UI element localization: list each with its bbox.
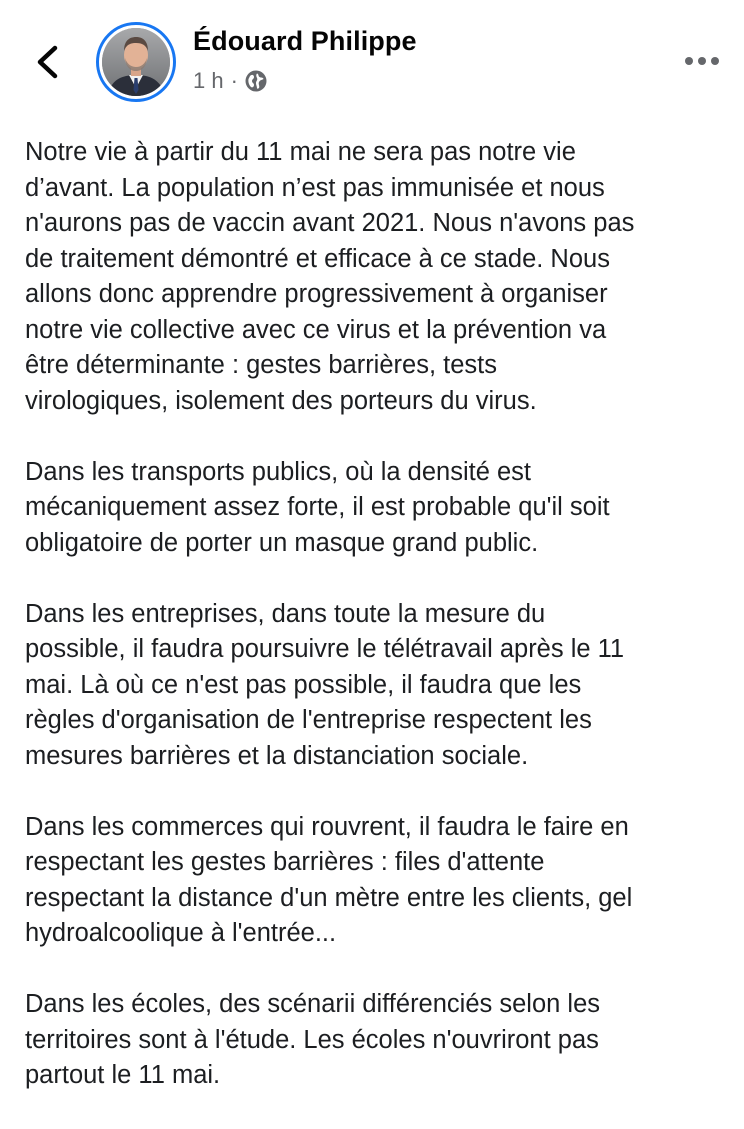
globe-icon[interactable] — [244, 69, 268, 93]
post-timestamp[interactable]: 1 h — [193, 68, 224, 93]
avatar-photo — [102, 28, 170, 96]
post-paragraph — [25, 455, 725, 562]
meta-separator: · — [230, 68, 238, 93]
post-paragraph — [25, 135, 725, 419]
post-text — [25, 135, 725, 1129]
post-text-line: partout le 11 mai. — [25, 1061, 221, 1089]
post-meta — [193, 66, 268, 96]
post-text-line: mécaniquement assez forte, il est probable qu'il soit — [25, 493, 610, 521]
post-text-line: être déterminante : gestes barrières, tests — [25, 351, 497, 379]
post-header — [0, 0, 744, 120]
more-options-button[interactable] — [680, 46, 724, 76]
post-text-line: hydroalcoolique à l'entrée... — [25, 919, 337, 947]
post-text-line: Dans les entreprises, dans toute la mesure du — [25, 599, 546, 628]
post-paragraph — [25, 597, 725, 775]
post-text-line: de traitement démontré et efficace à ce stade. Nous — [25, 244, 610, 273]
author-avatar[interactable] — [96, 22, 176, 102]
post-text-line: allons donc apprendre progressivement à organiser — [25, 280, 608, 308]
post-paragraph — [25, 987, 725, 1094]
post-text-line: possible, il faudra poursuivre le télétravail après le 11 — [25, 635, 625, 663]
post-text-line: d’avant. La population n’est pas immunisée et nous — [25, 173, 605, 202]
post-text-line: mai. Là où ce n'est pas possible, il faudra que les — [25, 670, 582, 699]
post-text-line: respectant les gestes barrières : files d'attente — [25, 848, 545, 876]
post-text-line: Dans les écoles, des scénarii différenciés selon les — [25, 990, 600, 1018]
post-text-line: règles d'organisation de l'entreprise respectent les — [25, 706, 592, 734]
post-text-line: mesures barrières et la distanciation sociale. — [25, 741, 529, 770]
post-text-line: respectant la distance d'un mètre entre les clients, gel — [25, 883, 633, 912]
post-text-line: notre vie collective avec ce virus et la prévention va — [25, 315, 607, 344]
post-text-line: Dans les commerces qui rouvrent, il faudra le faire en — [25, 812, 629, 841]
more-horizontal-icon — [684, 56, 720, 66]
post-paragraph — [25, 810, 725, 952]
post-text-line: virologiques, isolement des porteurs du virus. — [25, 386, 537, 415]
post-text-line: territoires sont à l'étude. Les écoles n'ouvriront pas — [25, 1025, 599, 1054]
author-name[interactable]: Édouard Philippe — [193, 26, 417, 56]
avatar — [102, 28, 170, 96]
post-text-line: Dans les transports publics, où la densité est — [25, 457, 532, 486]
post-text-line: n'aurons pas de vaccin avant 2021. Nous n'avons pas — [25, 209, 635, 237]
back-button[interactable] — [24, 36, 70, 88]
chevron-left-icon — [35, 45, 59, 79]
post-text-line: Notre vie à partir du 11 mai ne sera pas notre vie — [25, 138, 576, 166]
post-text-line: obligatoire de porter un masque grand public. — [25, 528, 539, 557]
